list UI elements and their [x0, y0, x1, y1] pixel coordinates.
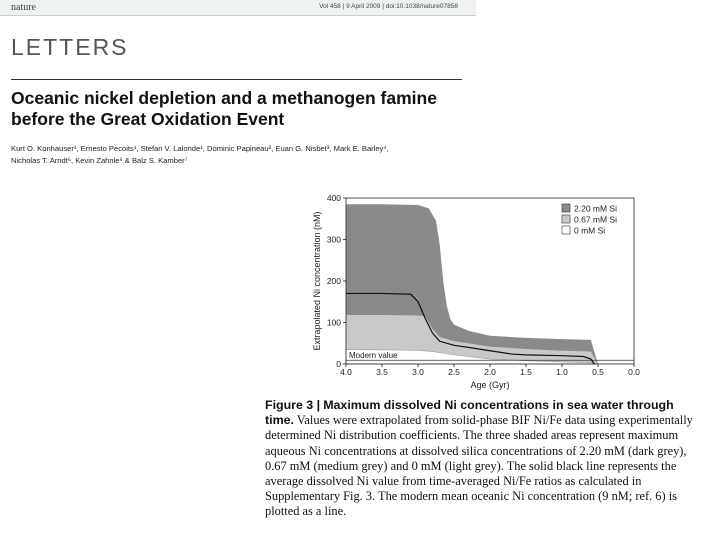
y-axis-label: Extrapolated Ni concentration (nM): [312, 211, 322, 351]
x-tick-label: 1.0: [556, 367, 568, 377]
caption-body: Values were extrapolated from solid-phase BIF Ni/Fe data using experimentally determined Ni distribution coefficients. The three shaded areas represent maximum aqueous Ni concentrations at dissolved silica concentrations of 2.20 mM (dark grey), 0.67 mM (medium grey) and 0 mM (light grey). The solid black line represents the average dissolved Ni value from time-averaged Ni/Fe ratios as calculated in Supplementary Fig. 3. The modern mean oceanic Ni concentration (9 nM; ref. 6) is plotted as a line.: [265, 413, 693, 519]
modern-value-label: Modern value: [349, 350, 398, 360]
journal-name: nature: [11, 2, 36, 13]
x-tick-label: 2.5: [448, 367, 460, 377]
authors-line-1: Kurt O. Konhauser¹, Ernesto Pecoits¹, Stefan V. Lalonde¹, Dominic Papineau², Euan G. Nisbet³, Mark E. Barley⁴,: [11, 144, 389, 153]
legend-swatch: [562, 226, 570, 234]
title-line-2: before the Great Oxidation Event: [11, 109, 285, 129]
legend-swatch: [562, 204, 570, 212]
y-tick-label: 0: [336, 359, 341, 369]
x-tick-label: 2.0: [484, 367, 496, 377]
x-tick-label: 1.5: [520, 367, 532, 377]
journal-header-bar: [0, 0, 476, 16]
y-tick-label: 100: [326, 317, 341, 328]
article-title: [11, 88, 481, 130]
legend-label: 0.67 mM Si: [574, 214, 617, 225]
caption-title: Maximum dissolved Ni concentrations in sea water through time.: [265, 398, 674, 428]
y-tick-label: 200: [326, 276, 341, 286]
legend-label: 2.20 mM Si: [574, 203, 617, 214]
x-tick-label: 3.5: [376, 367, 388, 377]
caption-label: Figure 3 |: [265, 398, 321, 412]
x-tick-label: 0.0: [628, 367, 640, 377]
legend-swatch: [562, 215, 570, 223]
authors-line-2: Nicholas T. Arndt⁵, Kevin Zahnle⁶ & Balz S. Kamber⁷: [11, 156, 188, 165]
figure-3-chart: [300, 190, 650, 390]
y-tick-label: 400: [326, 193, 341, 203]
x-axis-label: Age (Gyr): [470, 380, 510, 390]
figure-caption: [265, 398, 705, 520]
legend-label: 0 mM Si: [574, 225, 606, 236]
citation-line: Vol 458 | 9 April 2009 | doi:10.1038/nature07858: [319, 3, 458, 10]
section-label: LETTERS: [11, 34, 129, 60]
x-tick-label: 0.5: [592, 367, 604, 377]
header-divider: [11, 79, 462, 80]
x-tick-label: 3.0: [412, 367, 424, 377]
title-line-1: Oceanic nickel depletion and a methanogen famine: [11, 88, 437, 108]
author-list: [11, 143, 466, 167]
x-tick-label: 4.0: [340, 367, 352, 377]
y-tick-label: 300: [326, 234, 341, 245]
